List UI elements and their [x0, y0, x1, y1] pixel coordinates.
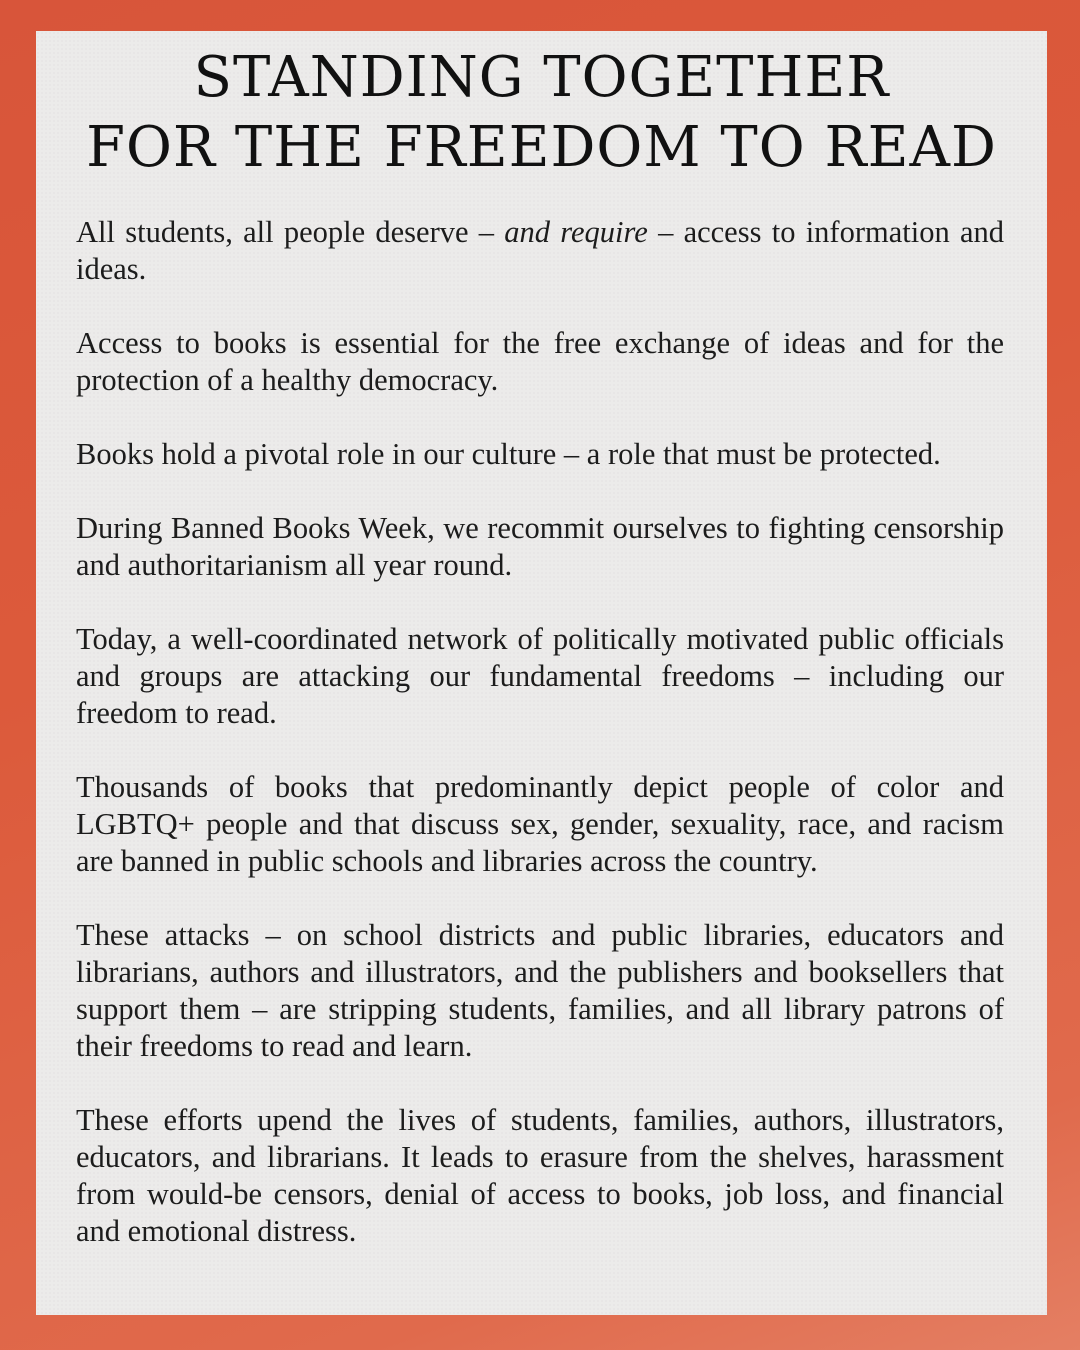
paragraph-1-emphasis: and require	[504, 215, 648, 249]
body-text	[76, 214, 1004, 1250]
paragraph-7: These attacks – on school districts and public libraries, educators and librarians, authors and illustrators, and the publishers and booksellers that support them – are stripping students, families, and all library patrons of their freedoms to read and learn.	[76, 918, 1004, 1063]
paragraph-2: Access to books is essential for the free exchange of ideas and for the protection of a healthy democracy.	[76, 326, 1004, 397]
paragraph-3: Books hold a pivotal role in our culture – a role that must be protected.	[76, 437, 941, 471]
paragraph-5: Today, a well-coordinated network of politically motivated public officials and groups are attacking our fundamental freedoms – including our freedom to read.	[76, 622, 1004, 730]
paragraph-6: Thousands of books that predominantly depict people of color and LGBTQ+ people and that discuss sex, gender, sexuality, race, and racism are banned in public schools and libraries across the country.	[76, 770, 1004, 878]
text-panel	[36, 31, 1047, 1315]
paragraph-1-end: – access to information and ideas.	[76, 215, 1004, 286]
page-title	[36, 31, 1047, 183]
paragraph-8: These efforts upend the lives of students, families, authors, illustrators, educators, and librarians. It leads to erasure from the shelves, harassment from would-be censors, denial of access to books, job loss, and financial and emotional distress.	[76, 1103, 1004, 1248]
paragraph-1-start: All students, all people deserve –	[76, 215, 505, 249]
paragraph-4: During Banned Books Week, we recommit ourselves to fighting censorship and authoritarianism all year round.	[76, 511, 1004, 582]
paragraph-1	[76, 214, 1004, 288]
title-line-2: FOR THE FREEDOM TO READ	[86, 115, 997, 180]
title-line-1: STANDING TOGETHER	[193, 45, 890, 110]
